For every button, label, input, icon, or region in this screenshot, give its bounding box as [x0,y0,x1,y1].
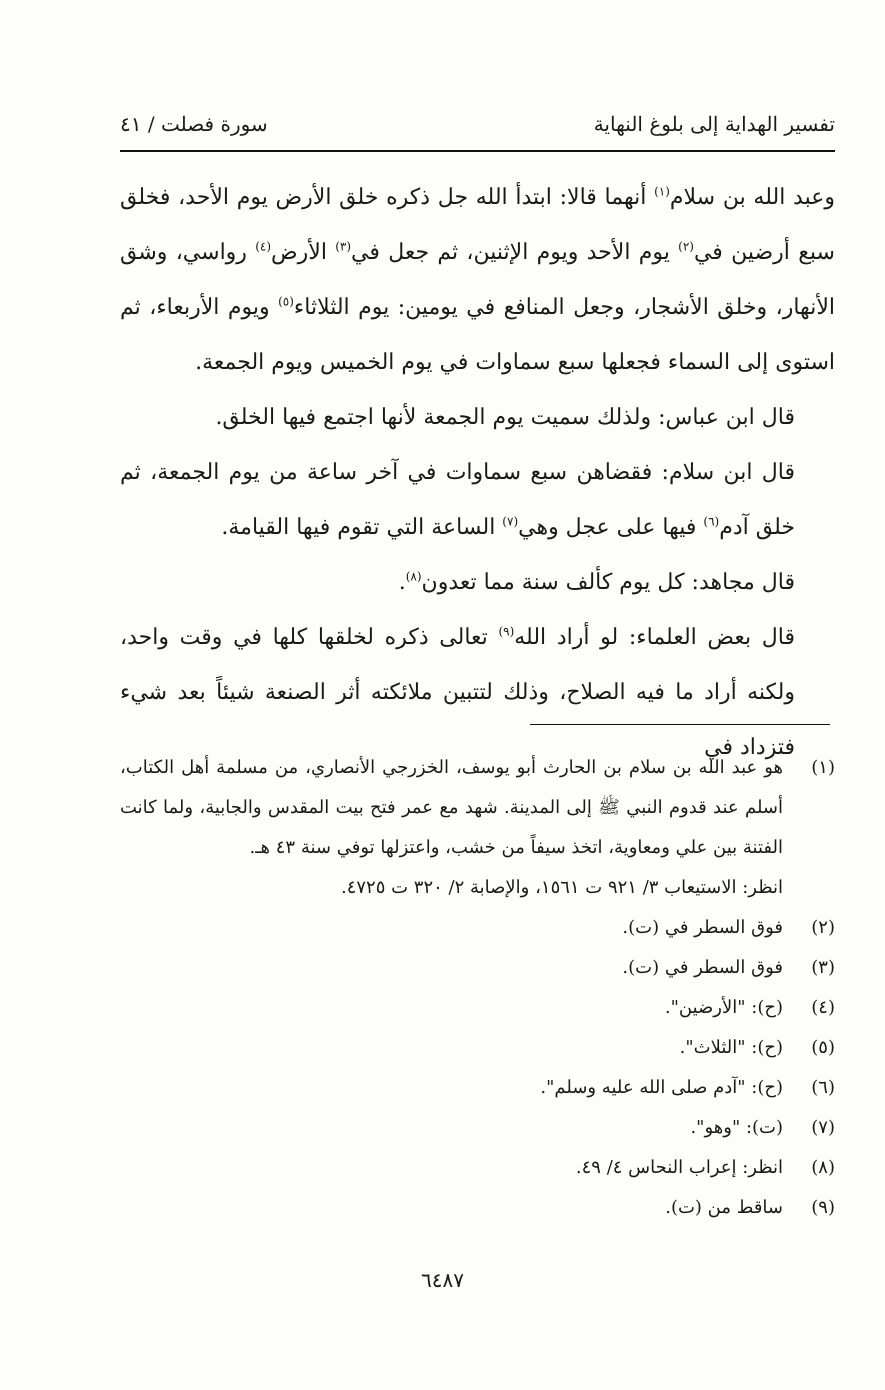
footnote-number: (٧) [811,1117,835,1138]
text-segment: قال بعض العلماء: لو أراد الله [514,625,795,650]
surah-label: سورة فصلت / ٤١ [120,112,268,136]
book-title: تفسير الهداية إلى بلوغ النهاية [593,112,835,136]
footnote-number: (٤) [811,997,835,1018]
running-header [120,112,835,146]
footnote-text: انظر: الاستيعاب ٣/ ٩٢١ ت ١٥٦١، والإصابة ٢/ ٣٢٠ ت ٤٧٢٥. [340,877,783,898]
footnotes [120,748,835,1228]
footnote-text: فوق السطر في (ت). [622,957,783,978]
footnote-number: (١) [811,757,835,778]
footnote-marker: (٣) [335,239,352,254]
footnote-2 [120,908,835,948]
paragraph-4 [120,555,835,610]
text-segment: يوم الأحد ويوم الإثنين، ثم جعل في [351,240,679,265]
footnote-text: هو عبد الله بن سلام بن الحارث أبو يوسف، الخزرجي الأنصاري، من مسلمة أهل الكتاب، أسلم عند قدوم النبي ﷺ إلى المدينة. شهد مع عمر فتح بيت المقدس والجابية، ولما كانت الفتنة بين علي ومعاوية، اتخذ سيفاً من خشب، واعتزلها توفي سنة ٤٣ هـ. [120,757,783,858]
text-segment: الساعة التي تقوم فيها القيامة. [221,515,503,540]
footnote-marker: (٨) [405,569,422,584]
footnote-marker: (٢) [678,239,694,254]
text-segment: أنهما قالا: ابتدأ الله جل ذكره خلق الأرض يوم الأحد، فخلق سبع أرضين في [120,185,835,265]
footnote-marker: (٧) [502,514,519,529]
footnote-7 [120,1108,835,1148]
paragraph-1 [120,170,835,390]
footnote-text: فوق السطر في (ت). [622,917,783,938]
footnote-text: (ح): "آدم صلى الله عليه وسلم". [540,1077,783,1098]
footnote-marker: (٥) [278,294,294,309]
footnote-marker: (١) [654,184,670,199]
page-number: ٦٤٨٧ [421,1268,464,1292]
footnote-1 [120,748,835,868]
footnote-number: (٥) [811,1037,835,1058]
footnote-marker: (٤) [255,239,272,254]
paragraph-2: قال ابن عباس: ولذلك سميت يوم الجمعة لأنها اجتمع فيها الخلق. [215,405,795,430]
footnote-number: (٣) [811,957,835,978]
text-segment: قال مجاهد: كل يوم كألف سنة مما تعدون [421,570,795,595]
text-segment: وعبد الله بن سلام [669,185,835,210]
footnote-text: (ح): "الأرضين". [664,997,783,1018]
footnote-marker: (٩) [498,624,515,639]
text-segment: . [398,570,406,595]
footnote-9 [120,1188,835,1228]
footnote-number: (٩) [811,1197,835,1218]
header-divider [120,150,835,152]
footnote-1-reference [120,868,835,908]
text-segment: الأرض [271,240,336,265]
text-segment: تعالى ذكره لخلقها كلها في وقت واحد، ولكنه أراد ما فيه الصلاح، وذلك لتتبين ملائكته أثر الصنعة شيئاً بعد شيء فتزداد في [120,625,795,760]
footnote-divider [530,724,830,725]
text-segment: فيها على عجل وهي [518,515,704,540]
footnote-3 [120,948,835,988]
footnote-8 [120,1148,835,1188]
footnote-4 [120,988,835,1028]
text-segment: قال ابن سلام: فقضاهن سبع سماوات في آخر ساعة من يوم الجمعة، ثم خلق آدم [120,460,795,540]
text-segment: رواسي، وشق الأنهار، وخلق الأشجار، وجعل المنافع في يومين: يوم الثلاثاء [120,240,835,320]
footnote-marker: (٦) [703,514,720,529]
main-text [120,170,835,775]
footnote-6 [120,1068,835,1108]
footnote-text: انظر: إعراب النحاس ٤/ ٤٩. [575,1157,783,1178]
footnote-number: (٨) [811,1157,835,1178]
footnote-text: (ح): "الثلاث". [679,1037,783,1058]
footnote-number: (٦) [811,1077,835,1098]
footnote-text: (ت): "وهو". [690,1117,783,1138]
footnote-number: (٢) [811,917,835,938]
footnote-text: ساقط من (ت). [665,1197,783,1218]
footnote-5 [120,1028,835,1068]
text-segment: ويوم الأربعاء، ثم استوى إلى السماء فجعلها سبع سماوات في يوم الخميس ويوم الجمعة. [120,295,835,375]
paragraph-3 [120,445,835,555]
